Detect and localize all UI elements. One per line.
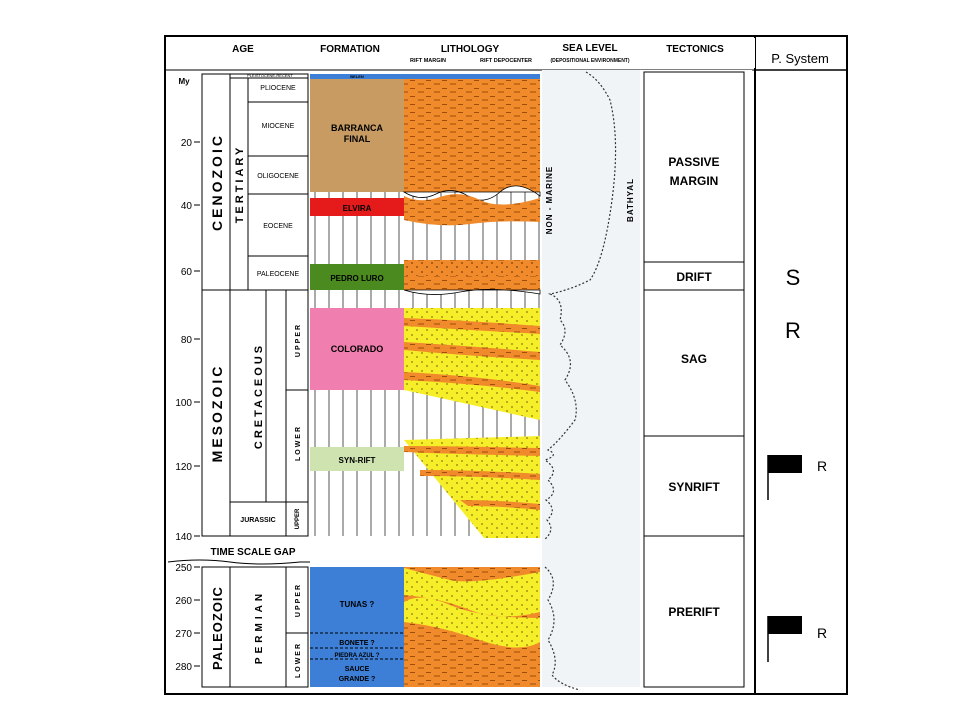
epoch-lower-cretaceous: LOWER <box>295 424 302 462</box>
formation-colorado: COLORADO <box>330 344 384 354</box>
tick-100: 100 <box>175 398 192 409</box>
p-system-header: P. System <box>771 51 829 66</box>
tick-140: 140 <box>175 532 192 543</box>
epoch-oligocene: OLIGOCENE <box>257 173 299 180</box>
tick-20: 20 <box>180 138 192 149</box>
header-rift-margin: RIFT MARGIN <box>409 58 447 64</box>
header-tectonics: TECTONICS <box>666 44 724 55</box>
axis-unit: My <box>178 77 190 86</box>
petroleum-system-frame <box>755 36 847 694</box>
header-age: AGE <box>232 44 254 55</box>
epoch-permian-upper: UPPER <box>295 582 302 618</box>
tick-60: 60 <box>180 267 192 278</box>
period-permian: PERMIAN <box>254 589 265 665</box>
tectonics-passive-line2: MARGIN <box>669 174 719 188</box>
formation-belen: BELEN <box>350 74 364 79</box>
epoch-miocene: MIOCENE <box>261 123 295 130</box>
tectonics-synrift: SYNRIFT <box>668 480 720 494</box>
period-cretaceous: CRETACEOUS <box>253 342 265 450</box>
era-mesozoic: MESOZOIC <box>209 363 225 463</box>
tick-280: 280 <box>175 662 192 673</box>
flag-icon-2 <box>768 616 802 634</box>
tectonics-drift: DRIFT <box>676 270 712 284</box>
time-scale-gap: TIME SCALE GAP <box>210 547 296 558</box>
header-lithology: LITHOLOGY <box>440 44 500 55</box>
tectonics-sag: SAG <box>680 352 708 366</box>
epoch-jurassic-upper: UPPER <box>295 508 301 530</box>
flag-label-2: R <box>816 625 828 641</box>
sea-level-non-marine: NON - MARINE <box>545 165 554 235</box>
formation-barranca-line1: BARRANCA <box>331 123 383 133</box>
era-cenozoic: CENOZOIC <box>209 133 225 231</box>
sea-level-column <box>542 70 640 687</box>
era-paleozoic: PALEOZOIC <box>210 586 225 670</box>
formation-piedra-azul: PIEDRA AZUL ? <box>334 653 380 659</box>
formation-barranca-line2: FINAL <box>343 134 371 144</box>
flag-label-1: R <box>816 458 828 474</box>
period-tertiary: TERTIARY <box>234 144 246 224</box>
epoch-pliocene: PLIOCENE <box>260 85 296 92</box>
p-system-r: R <box>785 318 801 343</box>
formation-elvira: ELVIRA <box>342 204 372 213</box>
tick-120: 120 <box>175 462 192 473</box>
header-depositional-env: (DEPOSITIONAL ENVIRONMENT) <box>550 58 630 64</box>
formation-synrift: SYN-RIFT <box>338 456 376 465</box>
flag-icon-1 <box>768 455 802 473</box>
epoch-eocene: EOCENE <box>263 223 293 230</box>
epoch-upper-cretaceous: UPPER <box>295 322 302 358</box>
tectonics-prerift: PRERIFT <box>668 605 720 619</box>
tick-40: 40 <box>180 201 192 212</box>
epoch-pleistocene: PLEISTOCENE-RECENT <box>247 73 293 78</box>
sea-level-bathyal: BATHYAL <box>626 178 635 222</box>
header-sea-level: SEA LEVEL <box>562 43 618 54</box>
formation-sauce-line2: GRANDE ? <box>338 676 376 683</box>
epoch-paleocene: PALEOCENE <box>256 271 300 278</box>
formation-tunas: TUNAS ? <box>339 600 375 609</box>
epoch-permian-lower: LOWER <box>295 641 302 679</box>
p-system-s: S <box>785 265 801 290</box>
header-formation: FORMATION <box>320 44 380 55</box>
tick-260: 260 <box>175 596 192 607</box>
formation-sauce-line1: SAUCE <box>344 666 370 673</box>
formation-pedro-luro: PEDRO LURO <box>330 274 384 283</box>
header-rift-depocenter: RIFT DEPOCENTER <box>480 58 532 64</box>
epoch-jurassic: JURASSIC <box>240 517 276 524</box>
tick-270: 270 <box>175 629 192 640</box>
formation-bonete: BONETE ? <box>339 640 375 647</box>
tick-250: 250 <box>175 563 192 574</box>
lithology-column <box>404 74 540 687</box>
tick-80: 80 <box>180 335 192 346</box>
tectonics-passive-line1: PASSIVE <box>668 155 720 169</box>
